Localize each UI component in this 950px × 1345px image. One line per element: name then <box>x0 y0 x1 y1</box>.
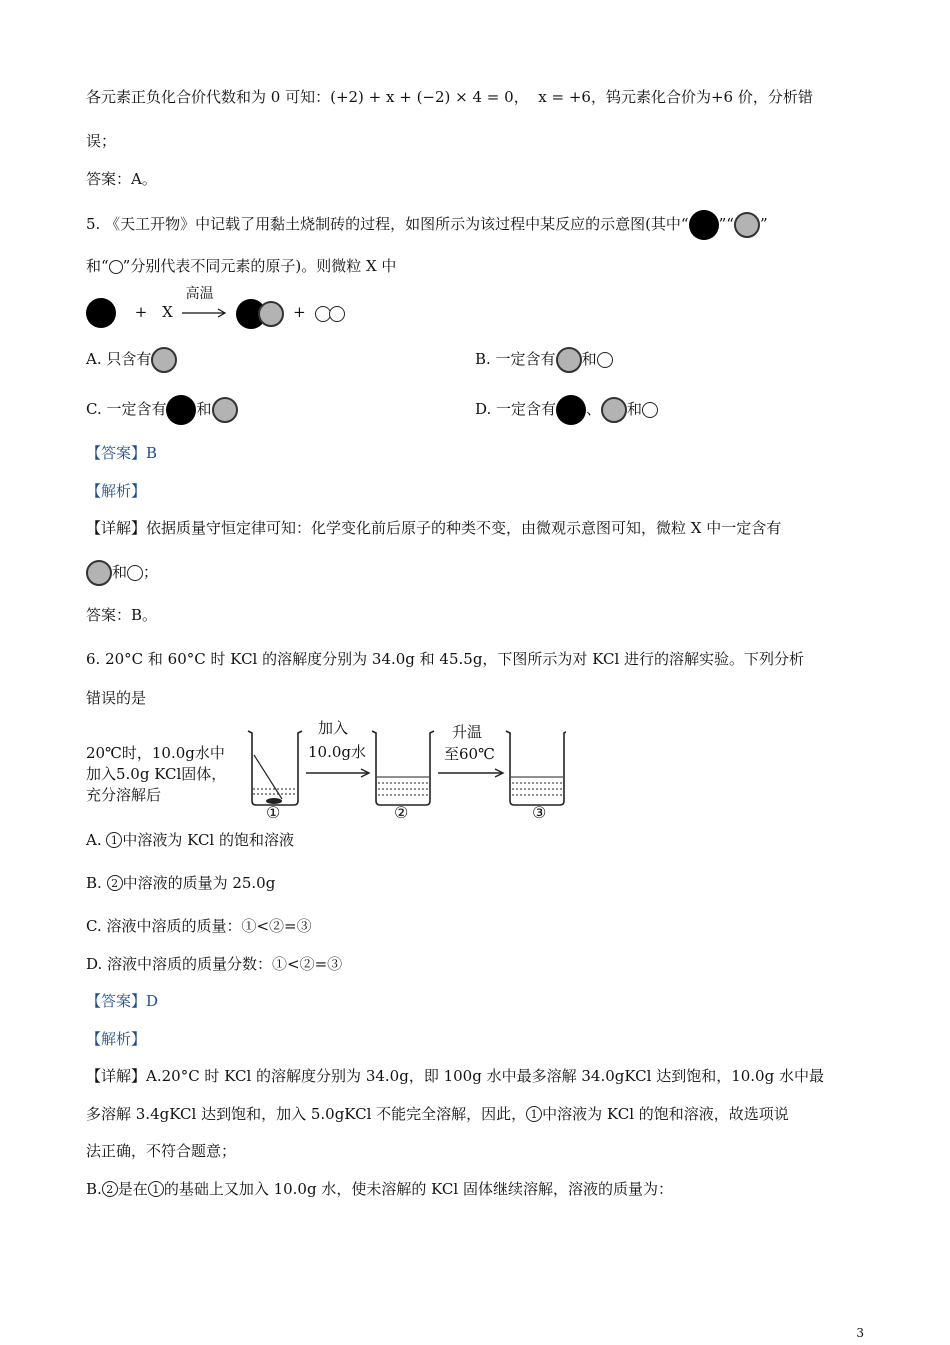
text: 充分溶解后 <box>86 786 162 804</box>
white-atom-icon <box>642 402 658 418</box>
circled-number: 1 <box>106 832 122 848</box>
option-text: B. 一定含有 <box>475 350 556 368</box>
black-atom-icon <box>689 210 719 240</box>
analysis-tag: 【解析】 <box>86 1030 147 1048</box>
page-number: 3 <box>856 1326 864 1340</box>
arrow-1 <box>306 769 369 777</box>
reaction-condition: 高温 <box>185 286 214 302</box>
gray-atom-icon <box>212 397 238 423</box>
detail-text: 法正确，不符合题意； <box>86 1142 237 1160</box>
option-a <box>86 829 294 851</box>
text: 【答案】B <box>86 444 158 462</box>
option-c: C. 溶液中溶质的质量：①<②=③ <box>86 917 312 935</box>
option-text: A. 只含有 <box>86 350 152 368</box>
text: ，钨元素化合价为+6 价，分析错 <box>590 88 813 106</box>
black-atom-icon <box>86 298 116 328</box>
equation-2: x = +6 <box>538 88 591 106</box>
black-atom-icon <box>166 395 196 425</box>
product-molecule <box>315 293 345 333</box>
answer-tag <box>86 442 157 464</box>
text: 的基础上又加入 10.0g 水，使未溶解的 KCl 固体继续溶解，溶液的质量为： <box>163 1180 673 1198</box>
text: 5. 《天工开物》中记载了用黏土烧制砖的过程，如图所示为该过程中某反应的示意图(其中“ <box>86 215 689 233</box>
text: 中溶液为 KCl 的饱和溶液，故选项说 <box>542 1105 789 1123</box>
text-line <box>86 86 813 108</box>
question-5-stem <box>86 255 396 277</box>
white-atom-icon <box>127 565 143 581</box>
text: ， <box>513 88 529 106</box>
arrow-1-bottom-label: 10.0g水 <box>308 743 367 761</box>
arrow-2 <box>438 769 503 777</box>
option-a <box>86 345 177 373</box>
text: ”“ <box>718 215 734 233</box>
beaker-2-label: ② <box>394 803 409 822</box>
arrow-1-top-label: 加入 <box>318 719 349 737</box>
text: 20℃时，10.0g水中 <box>86 744 225 762</box>
product-molecule <box>236 293 284 333</box>
question-6-stem: 6. 20°C 和 60°C 时 KCl 的溶解度分别为 34.0g 和 45.5g，下图所示为对 KCl 进行的溶解实验。下列分析 <box>86 650 805 668</box>
beaker-1-label: ① <box>266 803 281 822</box>
white-atom-icon <box>597 352 613 368</box>
text: B. <box>86 1180 102 1198</box>
circled-number: 2 <box>107 875 123 891</box>
arrow-2-bottom-label: 至60℃ <box>444 745 495 763</box>
arrow-2-top-label: 升温 <box>452 723 483 741</box>
beaker-1 <box>248 731 302 805</box>
answer-line: 答案：B。 <box>86 606 158 624</box>
circled-number: 1 <box>526 1106 542 1122</box>
text: 和 <box>196 400 212 418</box>
reaction-arrow <box>182 286 228 328</box>
text: B. <box>86 874 107 892</box>
text: 和“ <box>86 257 109 275</box>
detail-text <box>86 1178 673 1200</box>
dissolution-figure <box>86 715 566 825</box>
white-atom-icon <box>109 260 123 274</box>
beaker-3 <box>506 731 566 805</box>
gray-atom-icon <box>556 347 582 373</box>
text: 中溶液为 KCl 的饱和溶液 <box>122 831 294 849</box>
text: 、 <box>586 400 602 418</box>
beaker-3-label: ③ <box>532 803 547 822</box>
circled-number: 2 <box>102 1181 118 1197</box>
x-particle: X <box>162 303 173 321</box>
option-text: D. 一定含有 <box>475 400 557 418</box>
gray-atom-icon <box>258 301 284 327</box>
text: ； <box>143 563 159 581</box>
text: 多溶解 3.4gKCl 达到饱和，加入 5.0gKCl 不能完全溶解，因此， <box>86 1105 527 1123</box>
text: ”分别代表不同元素的原子)。则微粒 X 中 <box>122 257 397 275</box>
plus-sign: + <box>293 303 306 321</box>
text: 和 <box>627 400 643 418</box>
answer-line: 答案：A。 <box>86 170 157 188</box>
text: A. <box>86 831 107 849</box>
text: 各元素正负化合价代数和为 0 可知： <box>86 88 331 106</box>
reaction-equation <box>86 286 345 332</box>
arrow-icon <box>182 298 228 328</box>
text: 和 <box>112 563 128 581</box>
detail-text: 【详解】依据质量守恒定律可知：化学变化前后原子的种类不变，由微观示意图可知，微粒 X 中一定含有 <box>86 519 782 537</box>
detail-text: 【详解】A.20°C 时 KCl 的溶解度分别为 34.0g，即 100g 水中最多溶解 34.0gKCl 达到饱和，10.0g 水中最 <box>86 1067 824 1085</box>
option-text: C. 一定含有 <box>86 400 167 418</box>
detail-text <box>86 1103 789 1125</box>
text: 是在 <box>117 1180 148 1198</box>
option-c <box>86 395 238 423</box>
plus-sign: + <box>134 303 148 321</box>
text: 中溶液的质量为 25.0g <box>122 874 276 892</box>
gray-atom-icon <box>151 347 177 373</box>
text-line: 误； <box>86 132 117 150</box>
circled-number: 1 <box>148 1181 164 1197</box>
question-6-stem: 错误的是 <box>86 689 147 707</box>
beaker-2 <box>372 731 434 805</box>
white-atom-icon <box>329 306 345 322</box>
gray-atom-icon <box>601 397 627 423</box>
option-d <box>475 395 658 423</box>
detail-text <box>86 558 158 586</box>
option-d: D. 溶液中溶质的质量分数：①<②=③ <box>86 955 343 973</box>
text: ” <box>759 215 768 233</box>
answer-tag: 【答案】D <box>86 992 159 1010</box>
option-b <box>475 345 613 373</box>
analysis-tag: 【解析】 <box>86 482 147 500</box>
gray-atom-icon <box>734 212 760 238</box>
question-5-stem <box>86 210 768 240</box>
equation-1: (+2) + x + (−2) × 4 = 0 <box>330 88 514 106</box>
text: 加入5.0g KCl固体， <box>86 765 227 783</box>
gray-atom-icon <box>86 560 112 586</box>
option-b <box>86 872 275 894</box>
black-atom-icon <box>556 395 586 425</box>
text: 和 <box>581 350 597 368</box>
